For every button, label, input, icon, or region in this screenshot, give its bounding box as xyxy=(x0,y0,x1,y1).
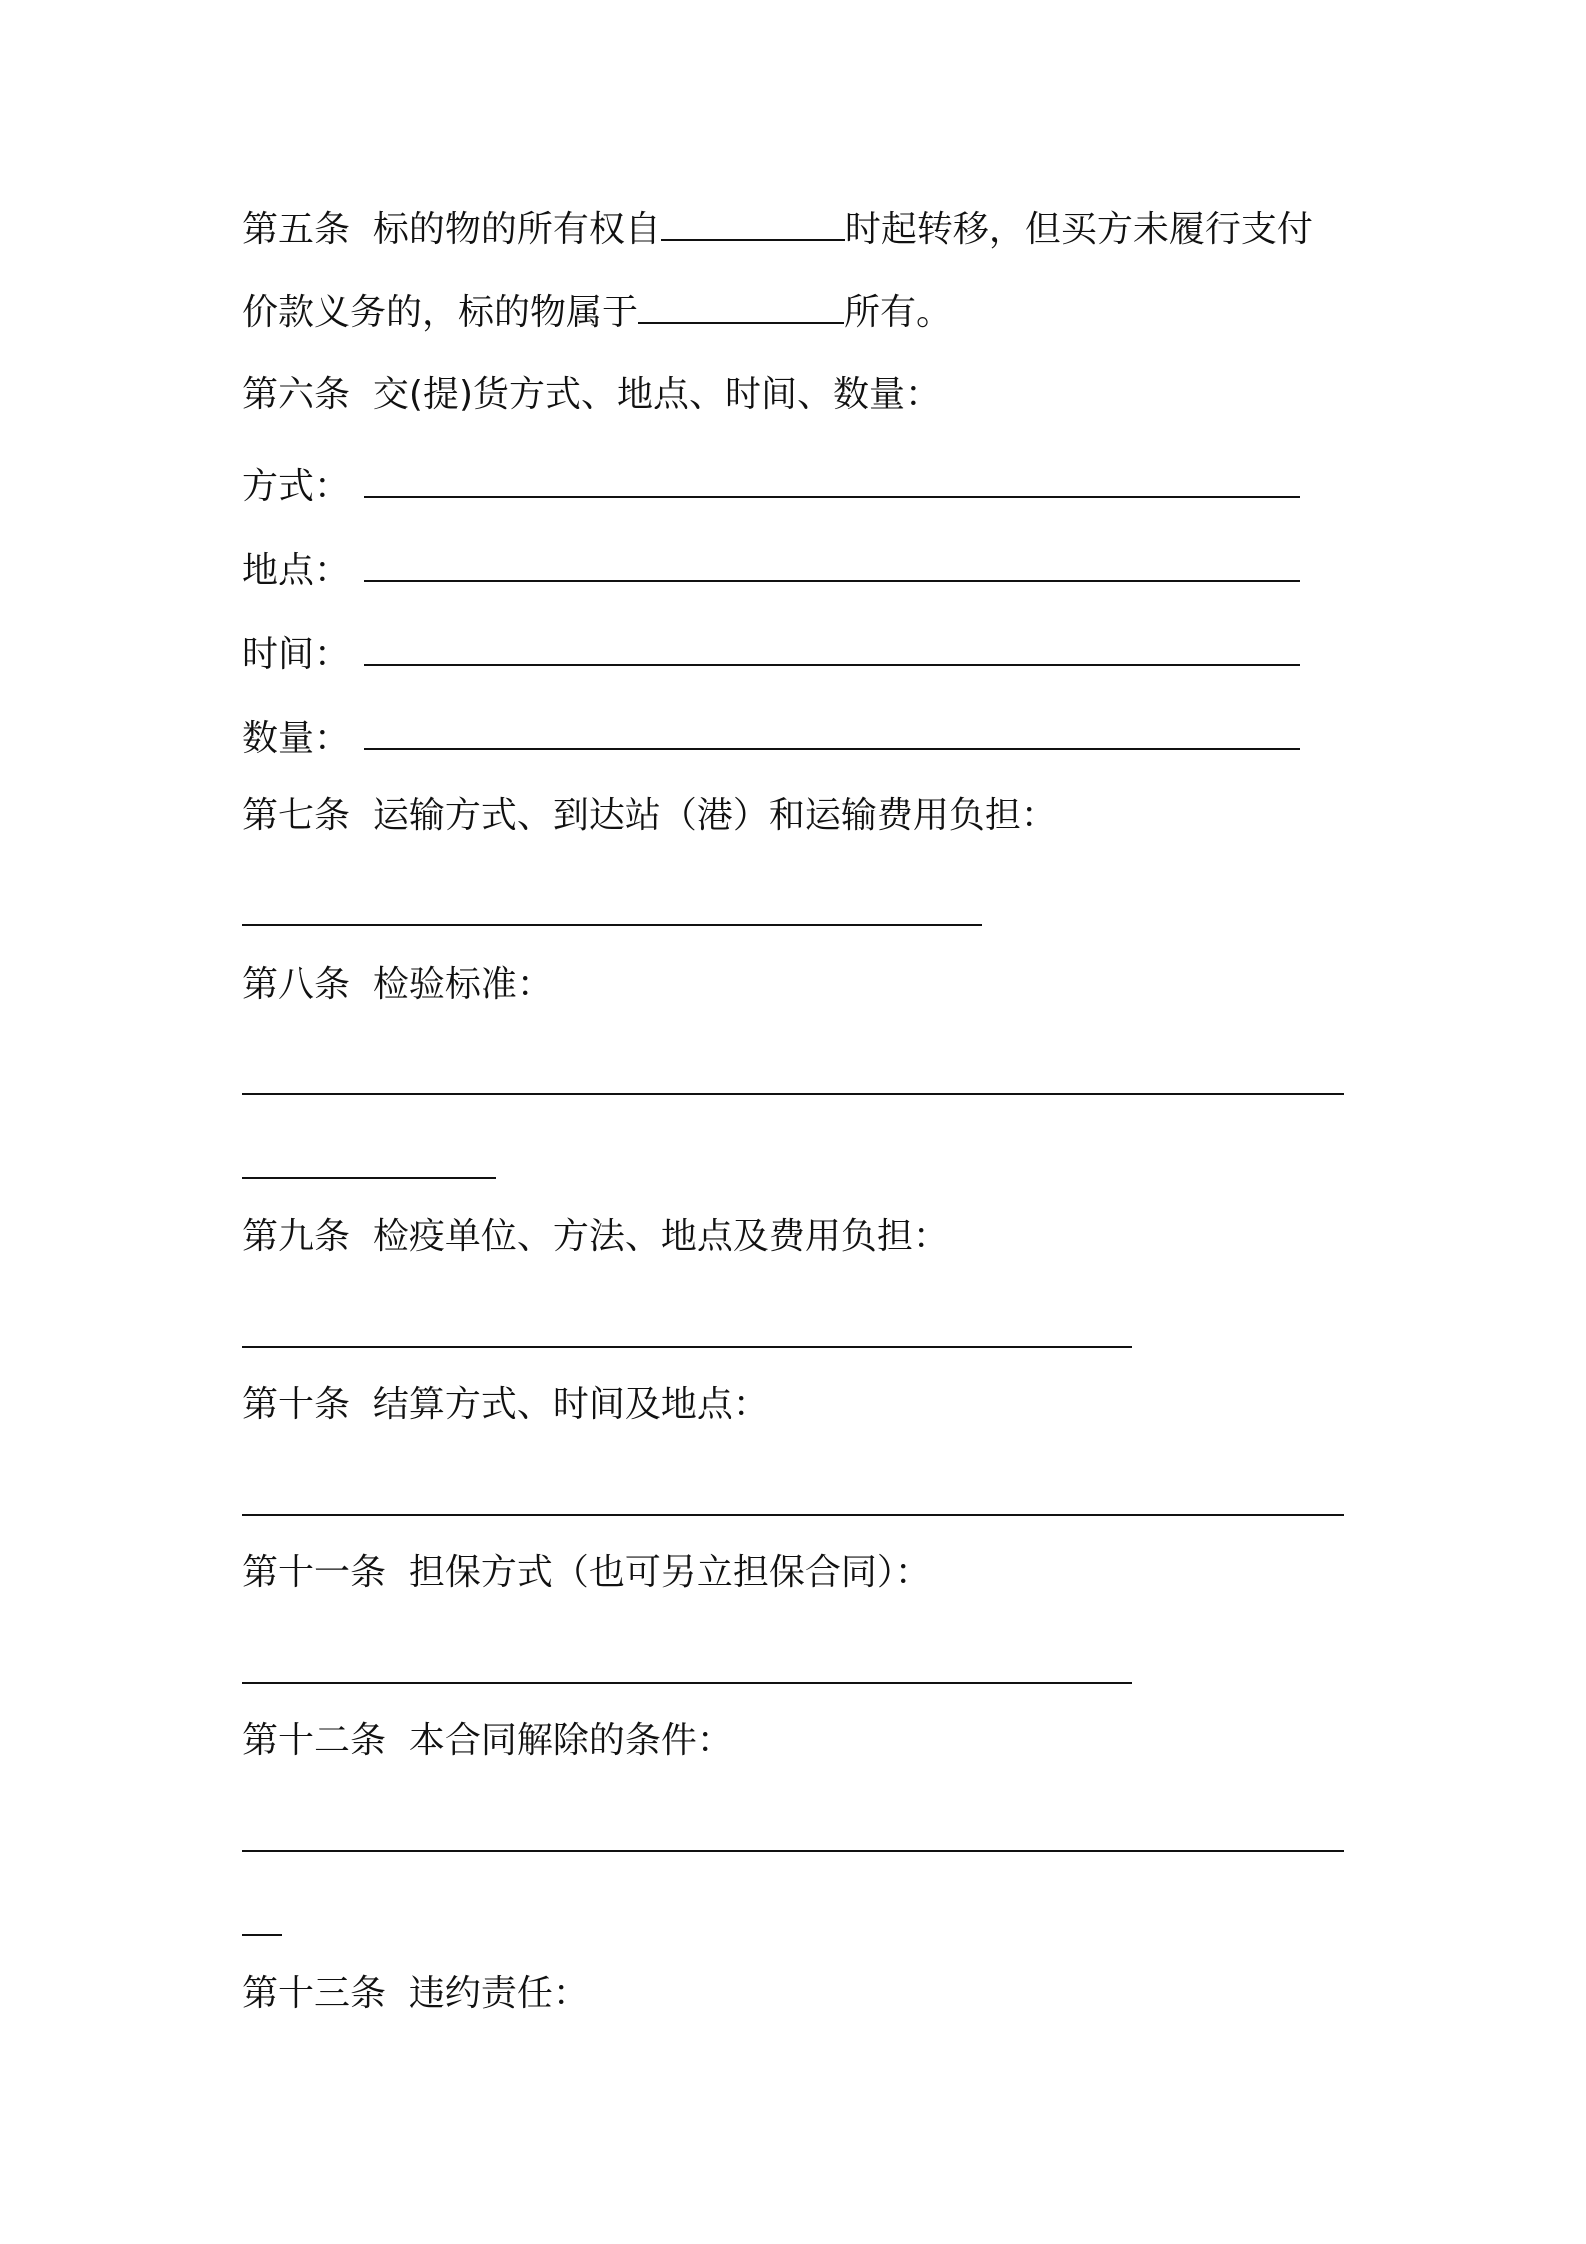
inspection-blank-1[interactable] xyxy=(242,1093,1344,1095)
ownership-holder-blank[interactable] xyxy=(638,288,844,324)
delivery-quantity-row xyxy=(242,714,1300,762)
delivery-place-label: 地点： xyxy=(242,550,351,591)
article12-heading xyxy=(242,1717,733,1765)
article12-label: 第十二条 xyxy=(242,1720,387,1761)
delivery-method-label: 方式： xyxy=(242,466,351,507)
article10-text: 结算方式、时间及地点： xyxy=(372,1384,769,1425)
settlement-blank[interactable] xyxy=(242,1514,1344,1516)
quarantine-blank[interactable] xyxy=(242,1346,1132,1348)
article5-label: 第五条 xyxy=(242,209,351,250)
article10-label: 第十条 xyxy=(242,1384,351,1425)
delivery-time-label: 时间： xyxy=(242,634,351,675)
delivery-place-row xyxy=(242,546,1300,594)
article5-text-d: 所有。 xyxy=(844,292,953,333)
delivery-method-row xyxy=(242,462,1300,510)
article5-text-b: 时起转移，但买方未履行支付 xyxy=(844,209,1313,250)
termination-blank-2[interactable] xyxy=(242,1934,282,1936)
article9-label: 第九条 xyxy=(242,1216,351,1257)
article5-line2 xyxy=(242,288,952,336)
article7-heading xyxy=(242,792,1057,840)
article8-text: 检验标准： xyxy=(372,964,553,1005)
article9-heading xyxy=(242,1213,949,1261)
article11-label: 第十一条 xyxy=(242,1552,387,1593)
article6-text: 交(提)货方式、地点、时间、数量： xyxy=(372,374,941,415)
article5-line1 xyxy=(242,205,1313,253)
article12-text: 本合同解除的条件： xyxy=(408,1720,733,1761)
delivery-quantity-label: 数量： xyxy=(242,718,351,759)
article7-text: 运输方式、到达站（港）和运输费用负担： xyxy=(372,795,1057,836)
article6-label: 第六条 xyxy=(242,374,351,415)
article5-text-c: 价款义务的，标的物属于 xyxy=(242,292,639,333)
article11-heading xyxy=(242,1549,931,1597)
inspection-blank-2[interactable] xyxy=(242,1177,496,1179)
delivery-quantity-blank[interactable] xyxy=(364,714,1300,750)
delivery-place-blank[interactable] xyxy=(364,546,1300,582)
delivery-time-row xyxy=(242,630,1300,678)
article10-heading xyxy=(242,1381,769,1429)
delivery-time-blank[interactable] xyxy=(364,630,1300,666)
guarantee-blank[interactable] xyxy=(242,1682,1132,1684)
ownership-transfer-blank[interactable] xyxy=(661,205,845,241)
article8-label: 第八条 xyxy=(242,964,351,1005)
article13-heading xyxy=(242,1970,589,2018)
article8-heading xyxy=(242,961,553,1009)
article13-label: 第十三条 xyxy=(242,1973,387,2014)
article9-text: 检疫单位、方法、地点及费用负担： xyxy=(372,1216,949,1257)
termination-blank-1[interactable] xyxy=(242,1850,1344,1852)
article5-text-a: 标的物的所有权自 xyxy=(372,209,661,250)
article7-label: 第七条 xyxy=(242,795,351,836)
article13-text: 违约责任： xyxy=(408,1973,589,2014)
transport-blank[interactable] xyxy=(242,924,982,926)
article11-text: 担保方式（也可另立担保合同）： xyxy=(408,1552,931,1593)
article6-heading xyxy=(242,371,941,419)
delivery-method-blank[interactable] xyxy=(364,462,1300,498)
